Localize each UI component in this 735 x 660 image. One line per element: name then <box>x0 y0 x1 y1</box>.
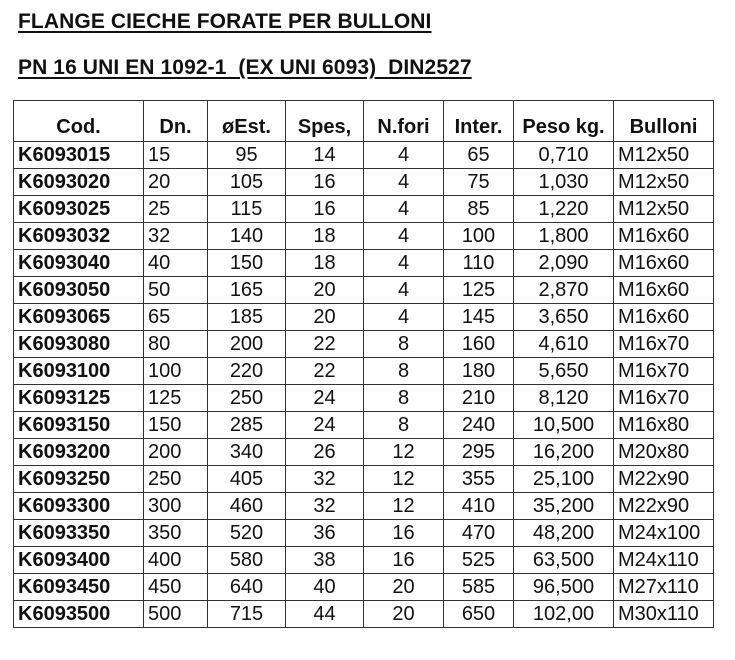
cell-dn: 32 <box>144 223 208 250</box>
cell-oest: 715 <box>208 601 286 628</box>
cell-dn: 65 <box>144 304 208 331</box>
cell-oest: 140 <box>208 223 286 250</box>
cell-oest: 200 <box>208 331 286 358</box>
cell-oest: 150 <box>208 250 286 277</box>
cell-oest: 185 <box>208 304 286 331</box>
header-peso: Peso kg. <box>514 101 614 142</box>
cell-spes: 20 <box>286 277 364 304</box>
cell-cod: K6093100 <box>14 358 144 385</box>
cell-nfori: 4 <box>364 142 444 169</box>
cell-spes: 22 <box>286 358 364 385</box>
table-header-row <box>14 101 714 142</box>
table-row <box>14 412 714 439</box>
page-subtitle: PN 16 UNI EN 1092-1 (EX UNI 6093) DIN2527 <box>18 56 472 79</box>
cell-nfori: 12 <box>364 439 444 466</box>
table-row <box>14 466 714 493</box>
cell-oest: 165 <box>208 277 286 304</box>
cell-nfori: 4 <box>364 196 444 223</box>
cell-dn: 100 <box>144 358 208 385</box>
table-row <box>14 385 714 412</box>
cell-peso: 5,650 <box>514 358 614 385</box>
header-oest: øEst. <box>208 101 286 142</box>
cell-bulloni: M30x110 <box>614 601 714 628</box>
table-row <box>14 520 714 547</box>
cell-dn: 450 <box>144 574 208 601</box>
cell-dn: 350 <box>144 520 208 547</box>
cell-inter: 295 <box>444 439 514 466</box>
table-row <box>14 547 714 574</box>
cell-spes: 40 <box>286 574 364 601</box>
cell-oest: 340 <box>208 439 286 466</box>
table-row <box>14 493 714 520</box>
cell-dn: 150 <box>144 412 208 439</box>
cell-oest: 220 <box>208 358 286 385</box>
cell-peso: 0,710 <box>514 142 614 169</box>
table-row <box>14 439 714 466</box>
table-row <box>14 574 714 601</box>
table-row <box>14 601 714 628</box>
table-row <box>14 196 714 223</box>
cell-spes: 18 <box>286 223 364 250</box>
cell-nfori: 4 <box>364 277 444 304</box>
cell-peso: 96,500 <box>514 574 614 601</box>
cell-cod: K6093250 <box>14 466 144 493</box>
cell-cod: K6093020 <box>14 169 144 196</box>
cell-peso: 25,100 <box>514 466 614 493</box>
cell-bulloni: M20x80 <box>614 439 714 466</box>
cell-bulloni: M27x110 <box>614 574 714 601</box>
cell-peso: 16,200 <box>514 439 614 466</box>
cell-nfori: 4 <box>364 250 444 277</box>
cell-nfori: 20 <box>364 574 444 601</box>
cell-peso: 4,610 <box>514 331 614 358</box>
cell-inter: 210 <box>444 385 514 412</box>
cell-peso: 2,870 <box>514 277 614 304</box>
cell-peso: 1,030 <box>514 169 614 196</box>
cell-cod: K6093200 <box>14 439 144 466</box>
cell-oest: 285 <box>208 412 286 439</box>
cell-oest: 405 <box>208 466 286 493</box>
cell-oest: 640 <box>208 574 286 601</box>
cell-bulloni: M12x50 <box>614 169 714 196</box>
cell-inter: 525 <box>444 547 514 574</box>
cell-inter: 110 <box>444 250 514 277</box>
table-row <box>14 250 714 277</box>
cell-nfori: 4 <box>364 169 444 196</box>
cell-spes: 20 <box>286 304 364 331</box>
cell-cod: K6093300 <box>14 493 144 520</box>
cell-dn: 20 <box>144 169 208 196</box>
flange-spec-table <box>13 100 714 628</box>
cell-bulloni: M16x70 <box>614 358 714 385</box>
cell-bulloni: M16x60 <box>614 223 714 250</box>
cell-spes: 16 <box>286 169 364 196</box>
cell-spes: 26 <box>286 439 364 466</box>
cell-bulloni: M12x50 <box>614 196 714 223</box>
cell-peso: 10,500 <box>514 412 614 439</box>
cell-peso: 2,090 <box>514 250 614 277</box>
cell-nfori: 4 <box>364 223 444 250</box>
cell-dn: 250 <box>144 466 208 493</box>
cell-spes: 18 <box>286 250 364 277</box>
header-nfori: N.fori <box>364 101 444 142</box>
table-row <box>14 331 714 358</box>
cell-bulloni: M16x60 <box>614 250 714 277</box>
cell-peso: 3,650 <box>514 304 614 331</box>
table-row <box>14 358 714 385</box>
cell-cod: K6093125 <box>14 385 144 412</box>
cell-bulloni: M16x60 <box>614 277 714 304</box>
cell-peso: 1,220 <box>514 196 614 223</box>
cell-nfori: 12 <box>364 466 444 493</box>
header-spes: Spes, <box>286 101 364 142</box>
cell-oest: 250 <box>208 385 286 412</box>
cell-inter: 650 <box>444 601 514 628</box>
cell-nfori: 16 <box>364 520 444 547</box>
cell-dn: 25 <box>144 196 208 223</box>
cell-oest: 580 <box>208 547 286 574</box>
cell-peso: 63,500 <box>514 547 614 574</box>
cell-cod: K6093350 <box>14 520 144 547</box>
cell-nfori: 12 <box>364 493 444 520</box>
cell-peso: 8,120 <box>514 385 614 412</box>
cell-peso: 35,200 <box>514 493 614 520</box>
cell-inter: 65 <box>444 142 514 169</box>
cell-cod: K6093400 <box>14 547 144 574</box>
cell-cod: K6093450 <box>14 574 144 601</box>
cell-peso: 102,00 <box>514 601 614 628</box>
cell-oest: 105 <box>208 169 286 196</box>
cell-inter: 160 <box>444 331 514 358</box>
cell-cod: K6093080 <box>14 331 144 358</box>
cell-oest: 460 <box>208 493 286 520</box>
header-inter: Inter. <box>444 101 514 142</box>
cell-dn: 80 <box>144 331 208 358</box>
cell-dn: 500 <box>144 601 208 628</box>
cell-nfori: 8 <box>364 331 444 358</box>
table-body <box>14 142 714 628</box>
cell-inter: 75 <box>444 169 514 196</box>
cell-inter: 180 <box>444 358 514 385</box>
cell-spes: 32 <box>286 493 364 520</box>
cell-nfori: 16 <box>364 547 444 574</box>
cell-dn: 400 <box>144 547 208 574</box>
cell-cod: K6093050 <box>14 277 144 304</box>
cell-spes: 32 <box>286 466 364 493</box>
cell-dn: 15 <box>144 142 208 169</box>
cell-cod: K6093032 <box>14 223 144 250</box>
cell-spes: 14 <box>286 142 364 169</box>
cell-oest: 115 <box>208 196 286 223</box>
table-row <box>14 169 714 196</box>
cell-spes: 24 <box>286 412 364 439</box>
cell-inter: 470 <box>444 520 514 547</box>
cell-dn: 300 <box>144 493 208 520</box>
cell-dn: 50 <box>144 277 208 304</box>
cell-inter: 355 <box>444 466 514 493</box>
header-bulloni: Bulloni <box>614 101 714 142</box>
cell-cod: K6093015 <box>14 142 144 169</box>
cell-dn: 200 <box>144 439 208 466</box>
table-row <box>14 223 714 250</box>
cell-nfori: 8 <box>364 385 444 412</box>
cell-cod: K6093500 <box>14 601 144 628</box>
cell-inter: 85 <box>444 196 514 223</box>
cell-cod: K6093040 <box>14 250 144 277</box>
cell-nfori: 8 <box>364 358 444 385</box>
cell-spes: 44 <box>286 601 364 628</box>
cell-spes: 38 <box>286 547 364 574</box>
cell-spes: 24 <box>286 385 364 412</box>
page-title: FLANGE CIECHE FORATE PER BULLONI <box>18 10 432 33</box>
cell-nfori: 4 <box>364 304 444 331</box>
table-row <box>14 277 714 304</box>
cell-inter: 585 <box>444 574 514 601</box>
cell-bulloni: M16x70 <box>614 331 714 358</box>
cell-inter: 410 <box>444 493 514 520</box>
cell-nfori: 20 <box>364 601 444 628</box>
header-cod: Cod. <box>14 101 144 142</box>
cell-cod: K6093150 <box>14 412 144 439</box>
cell-peso: 48,200 <box>514 520 614 547</box>
cell-inter: 125 <box>444 277 514 304</box>
cell-dn: 125 <box>144 385 208 412</box>
cell-cod: K6093025 <box>14 196 144 223</box>
cell-bulloni: M24x110 <box>614 547 714 574</box>
cell-spes: 22 <box>286 331 364 358</box>
cell-cod: K6093065 <box>14 304 144 331</box>
cell-oest: 95 <box>208 142 286 169</box>
cell-oest: 520 <box>208 520 286 547</box>
cell-inter: 100 <box>444 223 514 250</box>
cell-bulloni: M16x70 <box>614 385 714 412</box>
header-dn: Dn. <box>144 101 208 142</box>
cell-bulloni: M12x50 <box>614 142 714 169</box>
cell-nfori: 8 <box>364 412 444 439</box>
cell-bulloni: M24x100 <box>614 520 714 547</box>
cell-bulloni: M16x80 <box>614 412 714 439</box>
cell-bulloni: M16x60 <box>614 304 714 331</box>
cell-spes: 16 <box>286 196 364 223</box>
cell-spes: 36 <box>286 520 364 547</box>
cell-dn: 40 <box>144 250 208 277</box>
cell-peso: 1,800 <box>514 223 614 250</box>
cell-inter: 145 <box>444 304 514 331</box>
cell-bulloni: M22x90 <box>614 466 714 493</box>
cell-inter: 240 <box>444 412 514 439</box>
table-row <box>14 304 714 331</box>
table-row <box>14 142 714 169</box>
cell-bulloni: M22x90 <box>614 493 714 520</box>
